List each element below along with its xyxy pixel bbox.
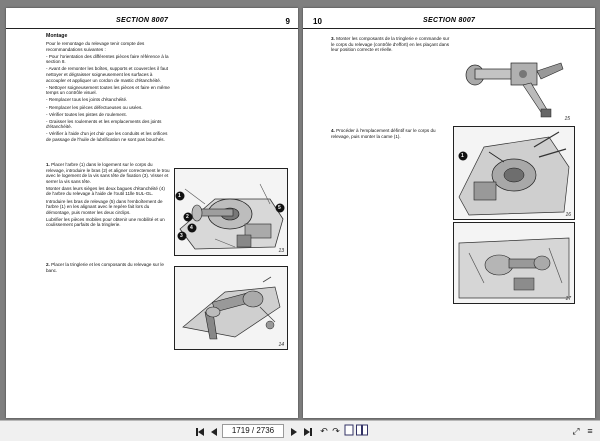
first-page-button[interactable] bbox=[194, 424, 206, 438]
two-page-view-button[interactable] bbox=[356, 424, 368, 438]
callout-4: 4 bbox=[190, 225, 193, 231]
section-title: SECTION 8007 bbox=[423, 17, 476, 24]
rotate-right-button[interactable] bbox=[330, 424, 342, 438]
previous-page-icon bbox=[211, 428, 217, 436]
step-1-para-2: Monter dans leurs sièges les deux bagues d'étanchéité (4) de l'arbre du relevage à l'aide de l'outil 11lle 5UL-GL. bbox=[46, 185, 165, 197]
bullet-item: - Remplacer les pièces défectueuses ou usées. bbox=[46, 104, 143, 110]
rotate-right-icon: ↷ bbox=[332, 426, 340, 436]
bullet-item: - Pour l'orientation des différentes pièces faire référence à la section 8. bbox=[46, 53, 169, 65]
callout-1: 1 bbox=[178, 193, 181, 199]
figure-number: 16 bbox=[565, 212, 571, 218]
menu-icon: ≡ bbox=[587, 426, 593, 436]
callout-2: 2 bbox=[186, 214, 189, 220]
fullscreen-icon: ⤢ bbox=[572, 426, 580, 436]
menu-button[interactable] bbox=[584, 424, 596, 438]
page-header bbox=[6, 14, 298, 29]
figure-13-callouts bbox=[172, 178, 287, 248]
rotate-left-icon: ↶ bbox=[320, 426, 328, 436]
figure-14 bbox=[174, 266, 288, 350]
step-4-text: 4. Procéder à l'emplacement défintif sur le corps du relevage, puis monter la came (1). bbox=[331, 128, 436, 139]
montage-text bbox=[46, 34, 170, 144]
step-2-text: 2. Placer la tringlerie et les composants du relevage sur le banc. bbox=[46, 262, 164, 273]
fullscreen-button[interactable] bbox=[570, 424, 582, 438]
last-page-button[interactable] bbox=[302, 424, 314, 438]
navigation-toolbar bbox=[0, 420, 600, 441]
step-1-para-4: Lubrifier les pièces mobiles pour obtenir une mobilité et un coulissement parfaits de la tringlerie. bbox=[46, 216, 165, 228]
figure-number: 14 bbox=[278, 342, 284, 348]
callout-3: 3 bbox=[180, 233, 183, 239]
step-number: 3. bbox=[331, 36, 335, 41]
section-heading: Montage bbox=[46, 33, 68, 39]
lift-housing-illustration bbox=[454, 127, 574, 219]
bullet-item: - Vérifier à l'aide d'un jet d'air que les conduits et les orifices de passage de l'huile de lubrification ne sont pas bouchés. bbox=[46, 131, 168, 142]
page-10 bbox=[303, 8, 595, 418]
intro-text: Pour le remontage du relevage tenir compte des recommandations suivantes : bbox=[46, 41, 145, 52]
rotate-left-button[interactable] bbox=[318, 424, 330, 438]
section-title: SECTION 8007 bbox=[116, 17, 169, 24]
figure-number: 15 bbox=[564, 116, 570, 122]
bullet-item: - Nettoyer soigneusement toutes les pièces et faire en même temps un contrôle visuel. bbox=[46, 84, 170, 96]
page-header bbox=[303, 14, 595, 29]
previous-page-button[interactable] bbox=[208, 424, 220, 438]
next-page-icon bbox=[291, 428, 297, 436]
figure-17 bbox=[453, 222, 575, 304]
control-linkage-illustration bbox=[453, 43, 573, 123]
step-number: 2. bbox=[46, 262, 50, 267]
step-number: 1. bbox=[46, 162, 50, 167]
step-1-para-3: Introduire les bras de relevage (5) dans l'emboîtement de l'arbre (1) en les alignant avec le repère fait lors du démontage, puis monter les deux circlips. bbox=[46, 198, 163, 215]
callout-5: 5 bbox=[278, 205, 281, 211]
figure-15 bbox=[453, 43, 573, 123]
callout-1: 1 bbox=[461, 153, 464, 159]
two-page-icon bbox=[356, 424, 368, 436]
next-page-button[interactable] bbox=[288, 424, 300, 438]
step-3-text: 3. Monter les composants de la tringlerie e commande sur le corps du relevage (contrôle d'effort) en les plaçant dans leur position correcte et réelle. bbox=[331, 36, 450, 53]
bullet-item: - Remplacer tous les joints d'étanchéité. bbox=[46, 97, 128, 103]
page-number: 9 bbox=[285, 17, 290, 26]
page-9 bbox=[6, 8, 298, 418]
lift-body-illustration bbox=[454, 223, 574, 303]
single-page-view-button[interactable] bbox=[343, 424, 355, 438]
page-number: 10 bbox=[313, 17, 322, 26]
figure-number: 13 bbox=[278, 248, 284, 254]
bullet-item: - Graisser les roulements et les emplacements des joints d'étanchéité. bbox=[46, 118, 162, 130]
step-1-text: 1. Placer l'arbre (1) dans le logement sur le corps du relevage, introduire le bras (2) et aligner correctement le trou avec le logement de la vis sans tête de fixation (3). Visser et serrer la vis sans tête. Monter dans leurs sièges les deux bagues d'étanchéité (4) de l'arbre du relevage à l'aide de l'outil 11lle 5UL-GL. Introduire les bras de relevage (5) dans l'emboîtement de l'arbre (1) en les alignant avec le repère fait lors du démontage, puis monter les deux circlips. Lubrifier les pièces mobiles pour obtenir une mobilité et un coulissement parfaits de la tringlerie. bbox=[46, 162, 170, 228]
figure-number: 17 bbox=[565, 296, 571, 302]
single-page-icon bbox=[344, 424, 354, 436]
figure-16 bbox=[453, 126, 575, 220]
bullet-item: - Vérifier toutes les pistes de roulement. bbox=[46, 111, 127, 117]
step-number: 4. bbox=[331, 128, 335, 133]
linkage-illustration bbox=[175, 267, 287, 349]
bullet-item: - Avant de remonter les boîtes, supports et couvercles il faut nettoyer et dégraisser soigneusement les surfaces à accoupler et appliquer un cordon de mastic d'étanchéité. bbox=[46, 66, 168, 83]
page-number-input[interactable]: 1719 / 2736 bbox=[222, 424, 284, 438]
